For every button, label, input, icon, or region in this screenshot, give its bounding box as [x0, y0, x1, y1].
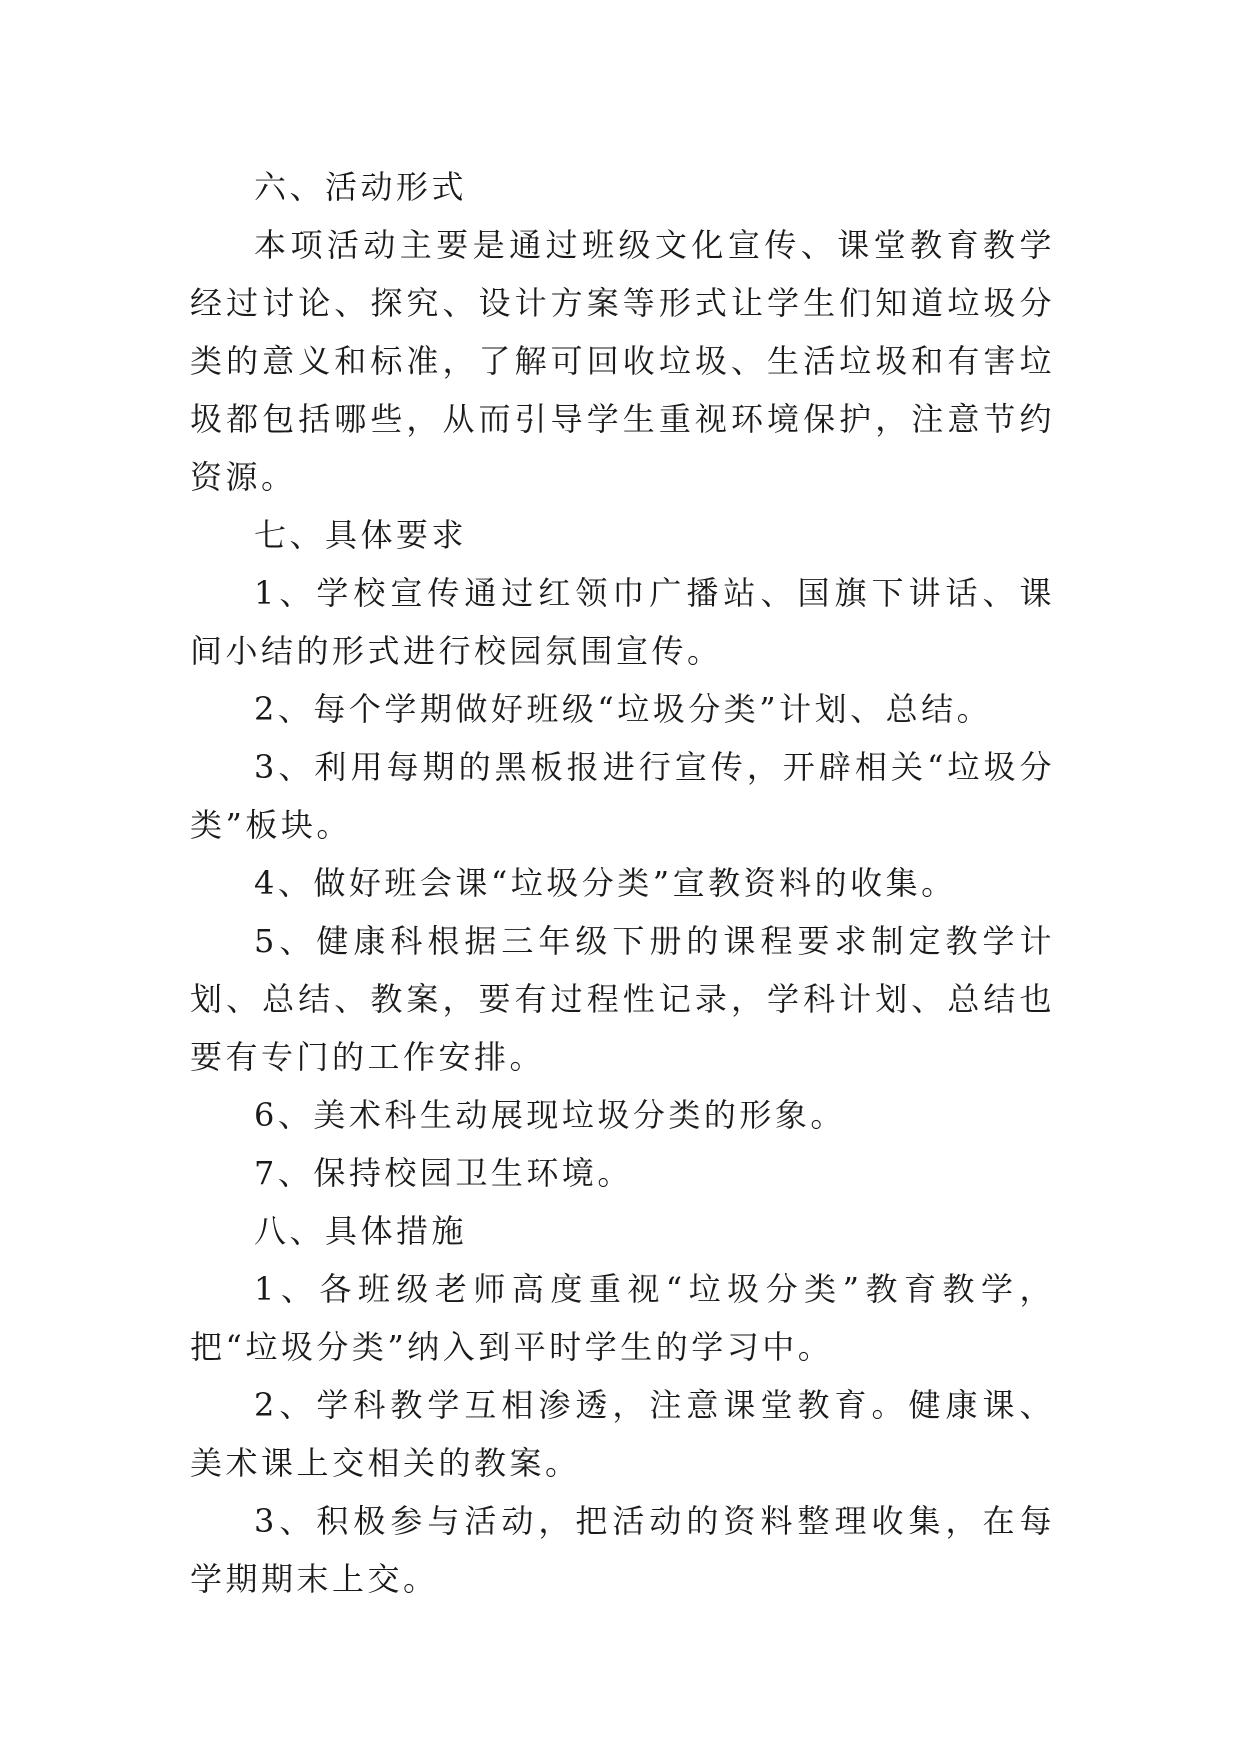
section-heading-measures: 八、具体措施: [254, 1212, 468, 1250]
list-item-requirement-2: 2、每个学期做好班级“垃圾分类”计划、总结。: [254, 690, 993, 728]
section-heading-activity-form: 六、活动形式: [254, 168, 468, 206]
document-body: [190, 158, 1055, 1608]
list-item-requirement-4: 4、做好班会课“垃圾分类”宣教资料的收集。: [254, 864, 957, 902]
list-item-requirement-6: 6、美术科生动展现垃圾分类的形象。: [254, 1096, 846, 1134]
section-heading-requirements: 七、具体要求: [254, 516, 468, 554]
list-item-measure-1: 1、各班级老师高度重视“垃圾分类”教育教学，把“垃圾分类”纳入到平时学生的学习中。: [190, 1270, 1055, 1366]
list-item-measure-3: 3、积极参与活动，把活动的资料整理收集，在每学期期末上交。: [190, 1502, 1055, 1598]
list-item-requirement-7: 7、保持校园卫生环境。: [254, 1154, 633, 1192]
paragraph-activity-description: 本项活动主要是通过班级文化宣传、课堂教育教学经过讨论、探究、设计方案等形式让学生们知道垃圾分类的意义和标准，了解可回收垃圾、生活垃圾和有害垃圾都包括哪些，从而引导学生重视环境保护，注意节约资源。: [190, 226, 1055, 496]
list-item-requirement-1: 1、学校宣传通过红领巾广播站、国旗下讲话、课间小结的形式进行校园氛围宣传。: [190, 574, 1055, 670]
list-item-measure-2: 2、学科教学互相渗透，注意课堂教育。健康课、美术课上交相关的教案。: [190, 1386, 1055, 1482]
list-item-requirement-5: 5、健康科根据三年级下册的课程要求制定教学计划、总结、教案，要有过程性记录，学科计划、总结也要有专门的工作安排。: [190, 922, 1055, 1076]
list-item-requirement-3: 3、利用每期的黑板报进行宣传，开辟相关“垃圾分类”板块。: [190, 748, 1055, 844]
